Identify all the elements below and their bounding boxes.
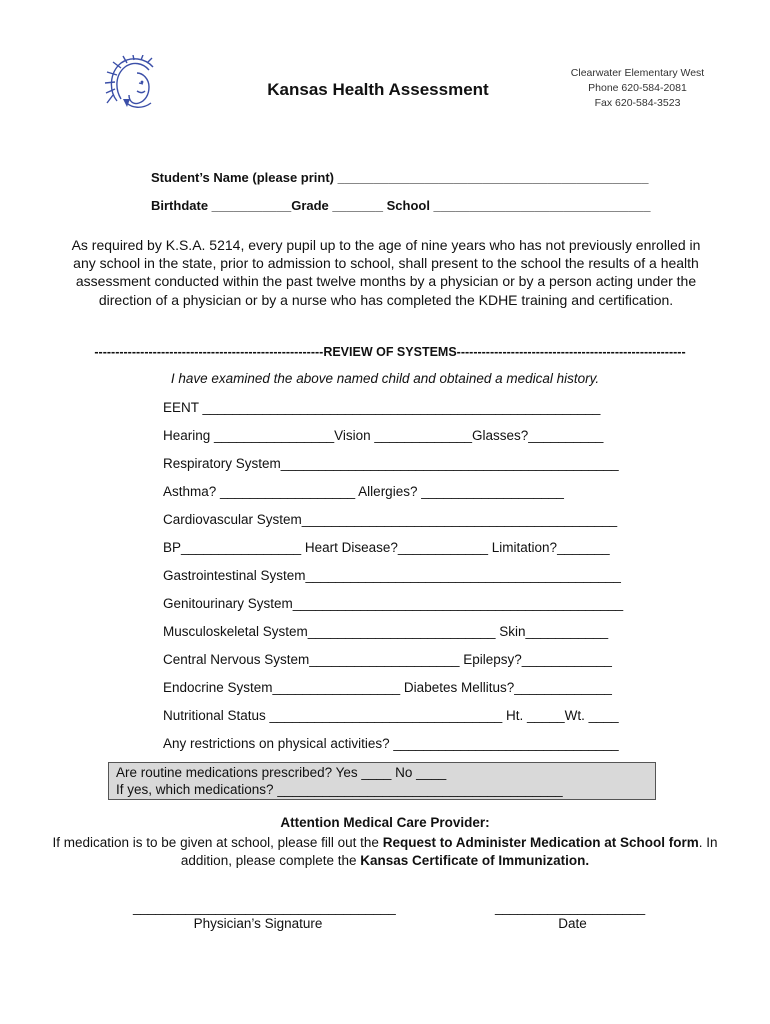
school-contact-block [560, 66, 715, 111]
which-medications-field[interactable]: If yes, which medications? ______________________________________ [116, 782, 563, 797]
review-of-systems-heading: -------------------------------------------------------REVIEW OF SYSTEMS------------------------------------------------------- [94, 345, 686, 359]
routine-medications-field[interactable]: Are routine medications prescribed? Yes ____ No ____ [116, 765, 447, 780]
examination-statement: I have examined the above named child and obtained a medical history. [170, 371, 600, 386]
row-bp-heart-limitation[interactable]: BP________________ Heart Disease?____________ Limitation?_______ [163, 540, 610, 555]
row-gastrointestinal[interactable]: Gastrointestinal System__________________________________________ [163, 568, 621, 583]
row-musculoskeletal-skin[interactable]: Musculoskeletal System_________________________ Skin___________ [163, 624, 609, 639]
intro-paragraph: As required by K.S.A. 5214, every pupil up to the age of nine years who has not previously enrolled in any school in the state, prior to admission to school, shall present to the school the results of a health assessment conducted within the past twelve months by a physician or by a person acting under the direction of a physician or by a nurse who has completed the KDHE training and certification. [71, 237, 701, 308]
row-respiratory[interactable]: Respiratory System_____________________________________________ [163, 456, 619, 471]
medications-box [108, 762, 656, 800]
school-phone: Phone 620-584-2081 [588, 82, 687, 94]
school-name: Clearwater Elementary West [570, 67, 705, 79]
page-title: Kansas Health Assessment [267, 80, 489, 99]
immunization-certificate-name: Kansas Certificate of Immunization. [360, 853, 590, 868]
row-cardiovascular[interactable]: Cardiovascular System__________________________________________ [163, 512, 618, 527]
attention-instructions: If medication is to be given at school, please fill out the Request to Administer Medication at School form. In addition, please complete the Kansas Certificate of Immunization. [52, 835, 718, 868]
school-fax: Fax 620-584-3523 [594, 97, 681, 109]
row-eent[interactable]: EENT _____________________________________________________ [163, 400, 601, 415]
physician-signature-label: Physician’s Signature [193, 916, 323, 931]
attention-heading: Attention Medical Care Provider: [280, 815, 490, 830]
date-label: Date [558, 916, 587, 931]
row-endocrine-diabetes[interactable]: Endocrine System_________________ Diabetes Mellitus?_____________ [163, 680, 612, 695]
physician-signature-line[interactable]: ___________________________________ [133, 900, 396, 915]
date-line[interactable]: ____________________ [495, 900, 646, 915]
birthdate-grade-school-field[interactable]: Birthdate ___________Grade _______ School ______________________________ [151, 198, 651, 213]
row-physical-restrictions[interactable]: Any restrictions on physical activities? ______________________________ [163, 736, 619, 751]
row-hearing-vision-glasses[interactable]: Hearing ________________Vision _____________Glasses?__________ [163, 428, 604, 443]
row-nutritional-ht-wt[interactable]: Nutritional Status _______________________________ Ht. _____Wt. ____ [163, 708, 619, 723]
row-central-nervous-epilepsy[interactable]: Central Nervous System____________________ Epilepsy?____________ [163, 652, 612, 667]
row-genitourinary[interactable]: Genitourinary System____________________________________________ [163, 596, 624, 611]
request-medication-form-name: Request to Administer Medication at School form [382, 835, 699, 850]
row-asthma-allergies[interactable]: Asthma? __________________ Allergies? ___________________ [163, 484, 564, 499]
student-name-field[interactable]: Student’s Name (please print) ___________________________________________ [151, 170, 649, 185]
